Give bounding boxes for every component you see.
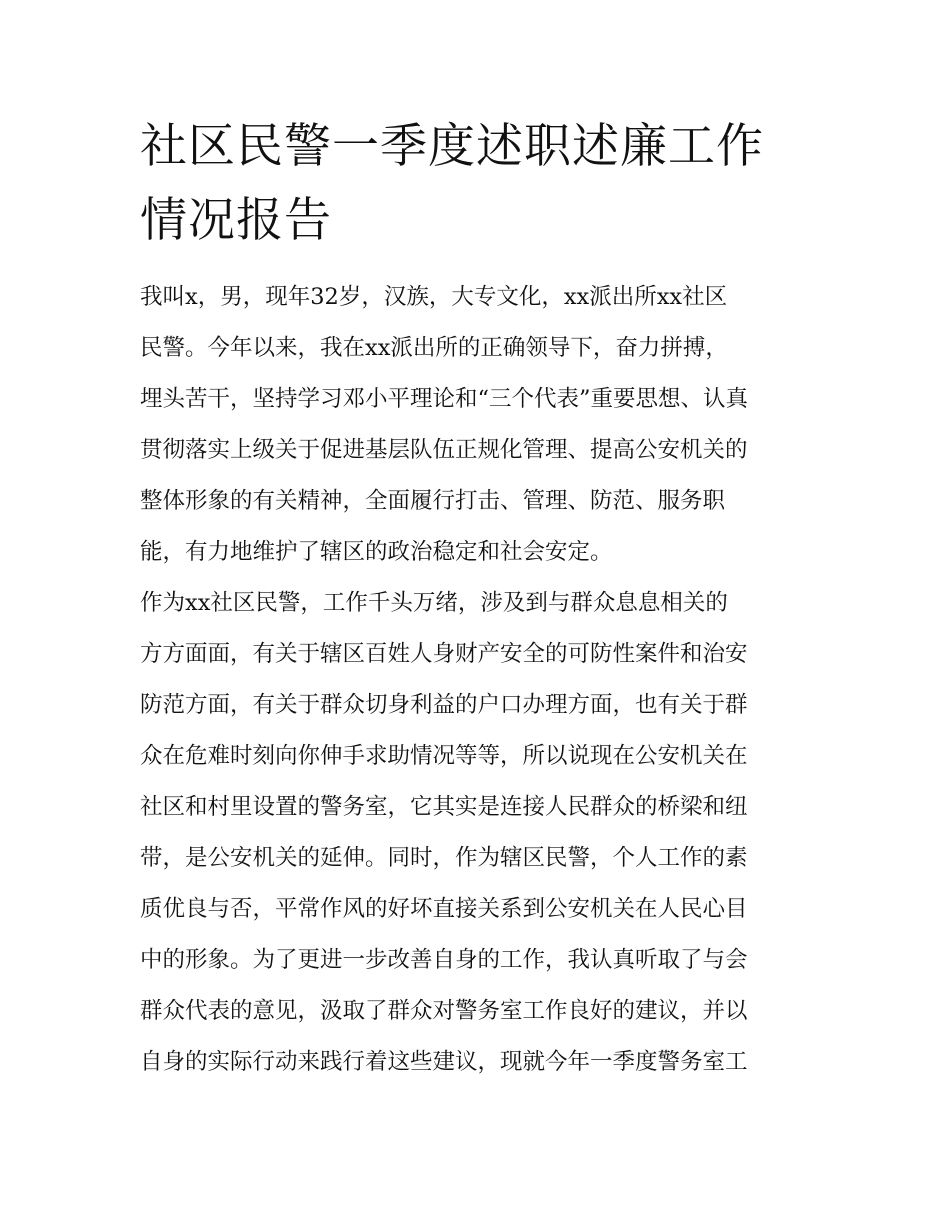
text-line: 群众代表的意见，汲取了群众对警务室工作良好的建议，并以 <box>140 998 748 1024</box>
text-line: 自身的实际行动来践行着这些建议，现就今年一季度警务室工 <box>140 1049 748 1075</box>
paragraph-intro <box>140 272 812 578</box>
text-line: 众在危难时刻向你伸手求助情况等等，所以说现在公安机关在 <box>140 743 748 769</box>
text-line: 能，有力地维护了辖区的政治稳定和社会安定。 <box>140 539 613 565</box>
title-line: 情况报告 <box>140 193 332 248</box>
title-line: 社区民警一季度述职述廉工作 <box>140 119 764 174</box>
text-line: 带，是公安机关的延伸。同时，作为辖区民警，个人工作的素 <box>140 845 748 871</box>
document-page <box>140 110 812 1088</box>
text-line: 埋头苦干，坚持学习邓小平理论和“三个代表”重要思想、认真 <box>140 386 749 412</box>
text-line: 民警。今年以来，我在xx派出所的正确领导下，奋力拼搏， <box>140 335 728 361</box>
text-line: 中的形象。为了更进一步改善自身的工作，我认真听取了与会 <box>140 947 748 973</box>
text-line: 作为xx社区民警，工作千头万绪，涉及到与群众息息相关的 <box>140 590 728 616</box>
paragraph-duties <box>140 578 812 1088</box>
text-line: 贯彻落实上级关于促进基层队伍正规化管理、提高公安机关的 <box>140 437 748 463</box>
document-body <box>140 272 812 1088</box>
text-line: 我叫x，男，现年32岁，汉族，大专文化，xx派出所xx社区 <box>140 284 728 310</box>
text-line: 整体形象的有关精神，全面履行打击、管理、防范、服务职 <box>140 488 726 514</box>
document-title <box>140 110 812 258</box>
text-line: 社区和村里设置的警务室，它其实是连接人民群众的桥梁和纽 <box>140 794 748 820</box>
text-line: 质优良与否，平常作风的好坏直接关系到公安机关在人民心目 <box>140 896 748 922</box>
text-line: 方方面面，有关于辖区百姓人身财产安全的可防性案件和治安 <box>140 641 748 667</box>
text-line: 防范方面，有关于群众切身利益的户口办理方面，也有关于群 <box>140 692 748 718</box>
